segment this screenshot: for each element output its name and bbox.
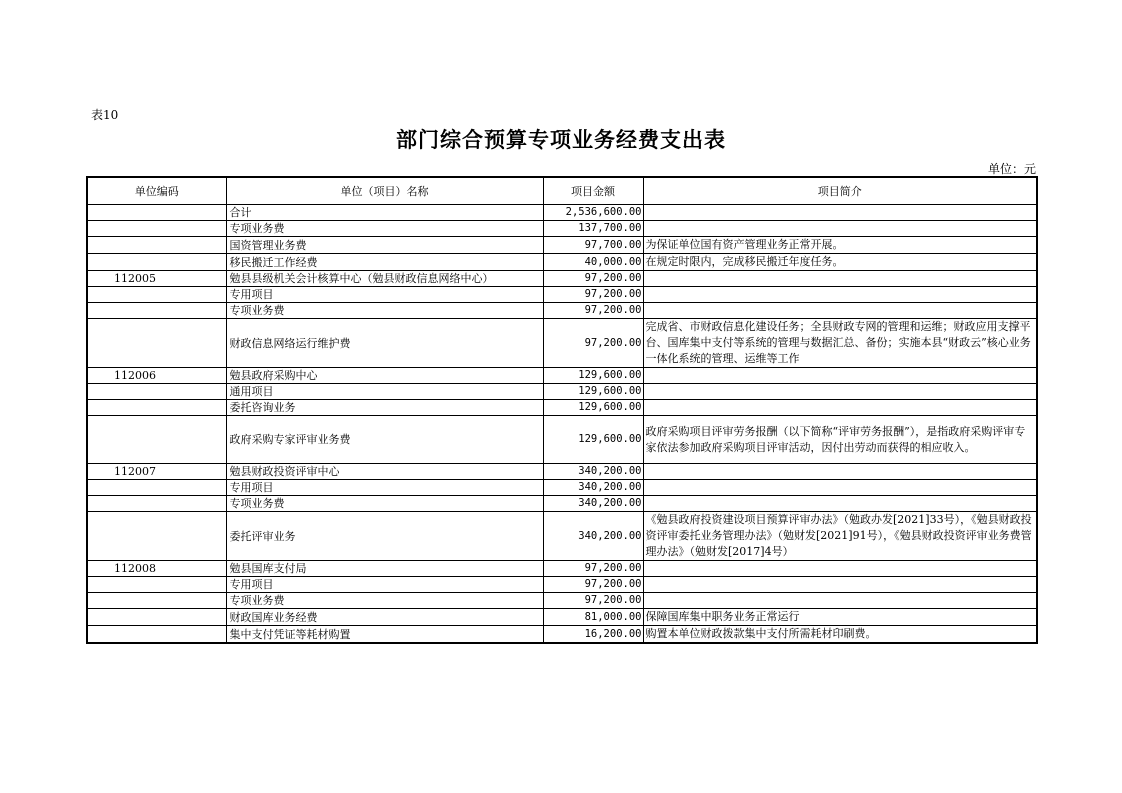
- cell-amount: 97,200.00: [543, 577, 643, 593]
- table-row: [87, 626, 1037, 644]
- header-amount: 项目金额: [543, 177, 643, 205]
- cell-amount: 40,000.00: [543, 254, 643, 271]
- table-row: [87, 237, 1037, 254]
- unit-label: 单位：元: [987, 162, 1036, 176]
- cell-description: 政府采购项目评审劳务报酬（以下简称“评审劳务报酬”），是指政府采购评审专家依法参加政府采购项目评审活动，因付出劳动而获得的相应收入。: [643, 416, 1037, 464]
- cell-unit-code: [87, 254, 226, 271]
- cell-description: 完成省、市财政信息化建设任务；全县财政专网的管理和运维；财政应用支撑平台、国库集中支付等系统的管理与数据汇总、备份；实施本县“财政云”核心业务一体化系统的管理、运维等工作: [643, 319, 1037, 368]
- table-row: [87, 416, 1037, 464]
- cell-unit-name: 专项业务费: [226, 496, 543, 512]
- cell-unit-name: 政府采购专家评审业务费: [226, 416, 543, 464]
- cell-description: [643, 384, 1037, 400]
- cell-unit-code: [87, 221, 226, 237]
- cell-unit-code: [87, 319, 226, 368]
- cell-amount: 97,200.00: [543, 319, 643, 368]
- cell-unit-code: [87, 512, 226, 561]
- cell-unit-name: 委托咨询业务: [226, 400, 543, 416]
- cell-description: [643, 593, 1037, 609]
- cell-unit-code: [87, 287, 226, 303]
- table-row: [87, 561, 1037, 577]
- table-row: [87, 512, 1037, 561]
- cell-unit-name: 勉县财政投资评审中心: [226, 464, 543, 480]
- cell-unit-name: 国资管理业务费: [226, 237, 543, 254]
- cell-unit-name: 勉县县级机关会计核算中心（勉县财政信息网络中心）: [226, 271, 543, 287]
- cell-unit-name: 勉县政府采购中心: [226, 368, 543, 384]
- cell-amount: 340,200.00: [543, 464, 643, 480]
- table-number-label: 表10: [91, 108, 119, 122]
- cell-unit-name: 勉县国库支付局: [226, 561, 543, 577]
- cell-unit-name: 财政国库业务经费: [226, 609, 543, 626]
- cell-unit-code: 112006: [87, 368, 226, 384]
- cell-amount: 137,700.00: [543, 221, 643, 237]
- cell-amount: 16,200.00: [543, 626, 643, 644]
- header-unit-code: 单位编码: [87, 177, 226, 205]
- cell-unit-name: 财政信息网络运行维护费: [226, 319, 543, 368]
- cell-description: [643, 205, 1037, 221]
- cell-unit-name: 专项业务费: [226, 593, 543, 609]
- cell-amount: 129,600.00: [543, 368, 643, 384]
- cell-amount: 81,000.00: [543, 609, 643, 626]
- cell-description: 保障国库集中职务业务正常运行: [643, 609, 1037, 626]
- cell-unit-name: 专用项目: [226, 480, 543, 496]
- cell-description: 为保证单位国有资产管理业务正常开展。: [643, 237, 1037, 254]
- cell-unit-code: 112005: [87, 271, 226, 287]
- table-row: [87, 400, 1037, 416]
- cell-unit-code: [87, 626, 226, 644]
- page-title: 部门综合预算专项业务经费支出表: [396, 128, 726, 152]
- cell-unit-code: [87, 609, 226, 626]
- cell-amount: 340,200.00: [543, 480, 643, 496]
- table-header-row: [87, 177, 1037, 205]
- table-row: [87, 287, 1037, 303]
- cell-unit-code: [87, 205, 226, 221]
- cell-amount: 97,200.00: [543, 593, 643, 609]
- cell-description: [643, 561, 1037, 577]
- cell-unit-name: 专用项目: [226, 577, 543, 593]
- cell-description: 《勉县政府投资建设项目预算评审办法》（勉政办发[2021]33号），《勉县财政投资评审委托业务管理办法》（勉财发[2021]91号），《勉县财政投资评审业务费管理办法》（勉财发[2017]4号）: [643, 512, 1037, 561]
- cell-unit-code: [87, 400, 226, 416]
- cell-unit-code: 112008: [87, 561, 226, 577]
- cell-unit-name: 集中支付凭证等耗材购置: [226, 626, 543, 644]
- cell-unit-name: 委托评审业务: [226, 512, 543, 561]
- cell-amount: 97,200.00: [543, 561, 643, 577]
- table-row: [87, 254, 1037, 271]
- table-row: [87, 205, 1037, 221]
- cell-amount: 129,600.00: [543, 400, 643, 416]
- cell-unit-code: [87, 303, 226, 319]
- cell-unit-name: 移民搬迁工作经费: [226, 254, 543, 271]
- cell-unit-name: 专项业务费: [226, 221, 543, 237]
- cell-unit-name: 通用项目: [226, 384, 543, 400]
- cell-amount: 97,200.00: [543, 303, 643, 319]
- cell-unit-code: [87, 416, 226, 464]
- cell-description: 购置本单位财政拨款集中支付所需耗材印刷费。: [643, 626, 1037, 644]
- table-row: [87, 480, 1037, 496]
- cell-unit-code: [87, 496, 226, 512]
- table-row: [87, 368, 1037, 384]
- table-row: [87, 496, 1037, 512]
- table-row: [87, 303, 1037, 319]
- header-unit-name: 单位（项目）名称: [226, 177, 543, 205]
- table-row: [87, 577, 1037, 593]
- cell-amount: 129,600.00: [543, 384, 643, 400]
- cell-description: [643, 287, 1037, 303]
- cell-amount: 340,200.00: [543, 512, 643, 561]
- cell-unit-name: 专用项目: [226, 287, 543, 303]
- table-row: [87, 384, 1037, 400]
- cell-description: 在规定时限内，完成移民搬迁年度任务。: [643, 254, 1037, 271]
- table-row: [87, 221, 1037, 237]
- cell-unit-code: [87, 384, 226, 400]
- cell-amount: 340,200.00: [543, 496, 643, 512]
- cell-unit-code: [87, 480, 226, 496]
- cell-amount: 2,536,600.00: [543, 205, 643, 221]
- table-row: [87, 319, 1037, 368]
- cell-amount: 97,200.00: [543, 287, 643, 303]
- table-row: [87, 593, 1037, 609]
- cell-unit-name: 专项业务费: [226, 303, 543, 319]
- cell-description: [643, 221, 1037, 237]
- cell-description: [643, 577, 1037, 593]
- budget-table: [86, 176, 1038, 644]
- cell-unit-name: 合计: [226, 205, 543, 221]
- cell-unit-code: [87, 237, 226, 254]
- cell-unit-code: [87, 593, 226, 609]
- cell-description: [643, 400, 1037, 416]
- header-description: 项目简介: [643, 177, 1037, 205]
- table-row: [87, 464, 1037, 480]
- cell-amount: 129,600.00: [543, 416, 643, 464]
- cell-description: [643, 303, 1037, 319]
- cell-amount: 97,200.00: [543, 271, 643, 287]
- cell-description: [643, 271, 1037, 287]
- cell-unit-code: [87, 577, 226, 593]
- cell-unit-code: 112007: [87, 464, 226, 480]
- table-row: [87, 609, 1037, 626]
- cell-description: [643, 464, 1037, 480]
- table-row: [87, 271, 1037, 287]
- cell-description: [643, 496, 1037, 512]
- cell-amount: 97,700.00: [543, 237, 643, 254]
- cell-description: [643, 368, 1037, 384]
- table-body: [87, 205, 1037, 644]
- cell-description: [643, 480, 1037, 496]
